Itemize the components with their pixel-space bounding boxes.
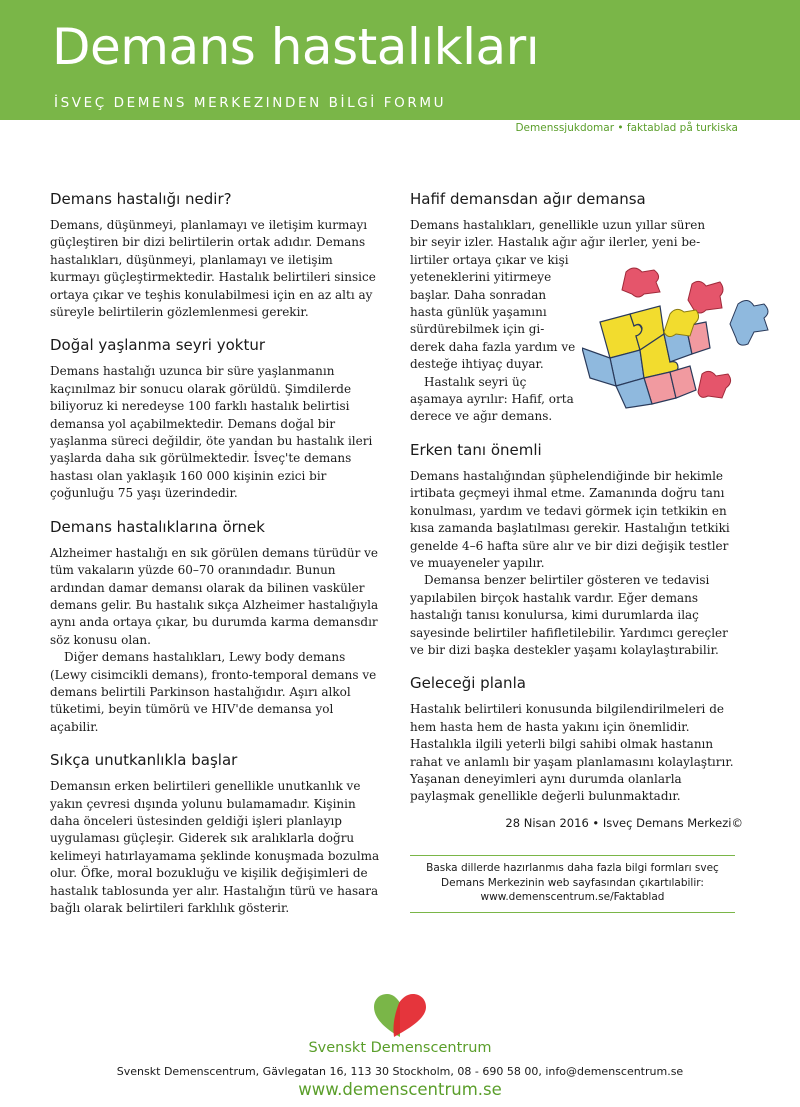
puzzle-pieces-illustration bbox=[582, 262, 782, 412]
section-text: Demansa benzer belirtiler gösteren ve tedavisi yapılabilen birçok hastalık vardır. Eğer demans hastalığı tanısı konulursa, kimi durumlarda ilaç sayesinde belirtiler hafifletilebilir. Yardımcı gereçler ve bir dizi başka destekler yaşamı kolaylaştırabilir. bbox=[410, 573, 728, 657]
section-heading: Geleceği planla bbox=[410, 674, 526, 693]
text-line: aşamaya ayrılır: Hafif, orta bbox=[410, 392, 574, 407]
more-info-box bbox=[410, 855, 735, 913]
section-text: Hastalık belirtileri konusunda bilgilendirilmeleri de hem hasta hem de hasta yakını için önemlidir. Hastalıkla ilgili yeterli bilgi sahibi olmak hastanın rahat ve anlamlı bir yaşam planlamasını kolaylaştırır. Yaşanan deneyimleri aynı durumda olanlarla paylaşmak genellikle değerli bulunmaktadır. bbox=[410, 702, 734, 804]
section-heading: Erken tanı önemli bbox=[410, 440, 542, 459]
header-banner bbox=[0, 0, 800, 120]
section-examples bbox=[50, 518, 380, 736]
page-title: Demans hastalıkları bbox=[52, 18, 540, 76]
section-plan-future bbox=[410, 674, 745, 829]
text-line: yeteneklerini yitirmeye bbox=[410, 270, 552, 285]
section-heading: Sıkça unutkanlıkla başlar bbox=[50, 751, 238, 770]
section-text: Demansın erken belirtileri genellikle unutkanlık ve yakın çevresi dışında yolunu bulamamadır. Kişinin daha önceleri üstesinden geldiği işleri planlayıp uygulaması güçleşir. Giderek sık aralıklarla doğru kelimeyi hatırlayamama şeklinde konuşmada bozulma olur. Öfke, moral bozukluğu ve kişilik değişimleri de hastalık tablosunda yer alır. Hastalığın türü ve hasara bağlı olarak belirtileri farklılık gösterir. bbox=[50, 779, 380, 915]
left-column bbox=[50, 190, 380, 932]
section-heading: Demans hastalıklarına örnek bbox=[50, 517, 265, 536]
section-text: Demans hastalığından şüphelendiğinde bir hekimle irtibata geçmeyi ihmal etme. Zamanında doğru tanı konulması, yardım ve tedavi görmek için tetkikin en kısa zamanda başlatılması gerekir. Hastalığın tetkiki genelde 4–6 hafta süre alır ve bir dizi değişik testler ve muayeneler yapılır. bbox=[410, 468, 730, 570]
info-line: Demans Merkezinin web sayfasından çıkartılabilir: bbox=[441, 876, 704, 889]
footer-website-link[interactable]: www.demenscentrum.se bbox=[298, 1080, 502, 1099]
document-date: 28 Nisan 2016 • Isveç Demans Merkezi© bbox=[505, 815, 743, 830]
logo-text: Svenskt Demenscentrum bbox=[308, 1040, 492, 1056]
section-text: Diğer demans hastalıkları, Lewy body demans (Lewy cisimcikli demans), fronto-temporal demans ve demans belirtili Parkinson hastalığıdır. Aşırı alkol tüketimi, beyin tümörü ve HIV'de demansa yol açabilir. bbox=[50, 650, 377, 734]
text-line: derece ve ağır demans. bbox=[410, 409, 553, 424]
text-line: bir seyir izler. Hastalık ağır ağır ilerler, yeni be- bbox=[410, 235, 701, 250]
section-what-is-dementia bbox=[50, 190, 380, 321]
section-forgetfulness bbox=[50, 751, 380, 917]
section-natural-aging bbox=[50, 336, 380, 502]
footer-address: Svenskt Demenscentrum, Gävlegatan 16, 113 30 Stockholm, 08 - 690 58 00, info@demenscentrum.se bbox=[116, 1065, 684, 1078]
page-subtitle: İSVEÇ DEMENS MERKEZINDEN BİLGİ FORMU bbox=[54, 95, 447, 111]
text-line: hasta günlük yaşamını bbox=[410, 305, 547, 320]
section-early-diagnosis bbox=[410, 441, 745, 659]
heart-logo-icon bbox=[372, 993, 428, 1039]
text-line: Demans hastalıkları, genellikle uzun yıllar süren bbox=[410, 218, 706, 232]
text-line: derek daha fazla yardım ve bbox=[410, 339, 576, 354]
section-heading: Hafif demansdan ağır demansa bbox=[410, 190, 646, 208]
info-line: Baska dillerde hazırlanmıs daha fazla bilgi formları sveç bbox=[426, 862, 719, 874]
text-line: lirtiler ortaya çıkar ve kişi bbox=[410, 252, 569, 267]
info-link[interactable]: www.demenscentrum.se/Faktablad bbox=[480, 891, 665, 903]
text-line: Hastalık seyri üç bbox=[424, 374, 527, 389]
text-line: başlar. Daha sonradan bbox=[410, 287, 547, 302]
tagline: Demenssjukdomar • faktablad på turkiska bbox=[515, 122, 738, 134]
text-line: sürdürebilmek için gi- bbox=[410, 322, 545, 337]
section-text: Alzheimer hastalığı en sık görülen demans türüdür ve tüm vakaların yüzde 60–70 oranındadır. Bunun ardından damar demansı olarak da bilinen vasküler demans gelir. Bu hastalık sıkça Alzheimer hastalığıyla aynı anda ortaya çıkar, bu durumda karma demansdır söz konusu olan. bbox=[50, 545, 379, 647]
section-text: Demans hastalığı uzunca bir süre yaşlanmanın kaçınılmaz bir sonucu olarak görüldü. Şimdilerde biliyoruz ki neredeyse 100 farklı hastalık belirtisi demansa yol açabilmektedir. Demans doğal bir yaşlanma süreci değildir, öte yandan bu hastalık ileri yaşlarda daha sık görülmektedir. İsveç'te demans hastası olan yaklaşık 160 000 kişinin ezici bir çoğunluğu 75 yaşı üzerindedir. bbox=[50, 364, 373, 501]
section-heading: Demans hastalığı nedir? bbox=[50, 190, 232, 208]
text-line: desteğe ihtiyaç duyar. bbox=[410, 357, 544, 372]
section-heading: Doğal yaşlanma seyri yoktur bbox=[50, 336, 266, 355]
section-text: Demans, düşünmeyi, planlamayı ve iletişim kurmayı güçleştiren bir dizi belirtilerin ortak adıdır. Demans hastalıkları, düşünmeyi, planlamayı ve iletişim kurmayı güçleştirmektedir. Hastalık belirtileri sinsice ortaya çıkar ve teşhis konulabilmesi için en az altı ay süreyle belirtilerin gözlemlenmesi gerekir. bbox=[50, 218, 376, 320]
